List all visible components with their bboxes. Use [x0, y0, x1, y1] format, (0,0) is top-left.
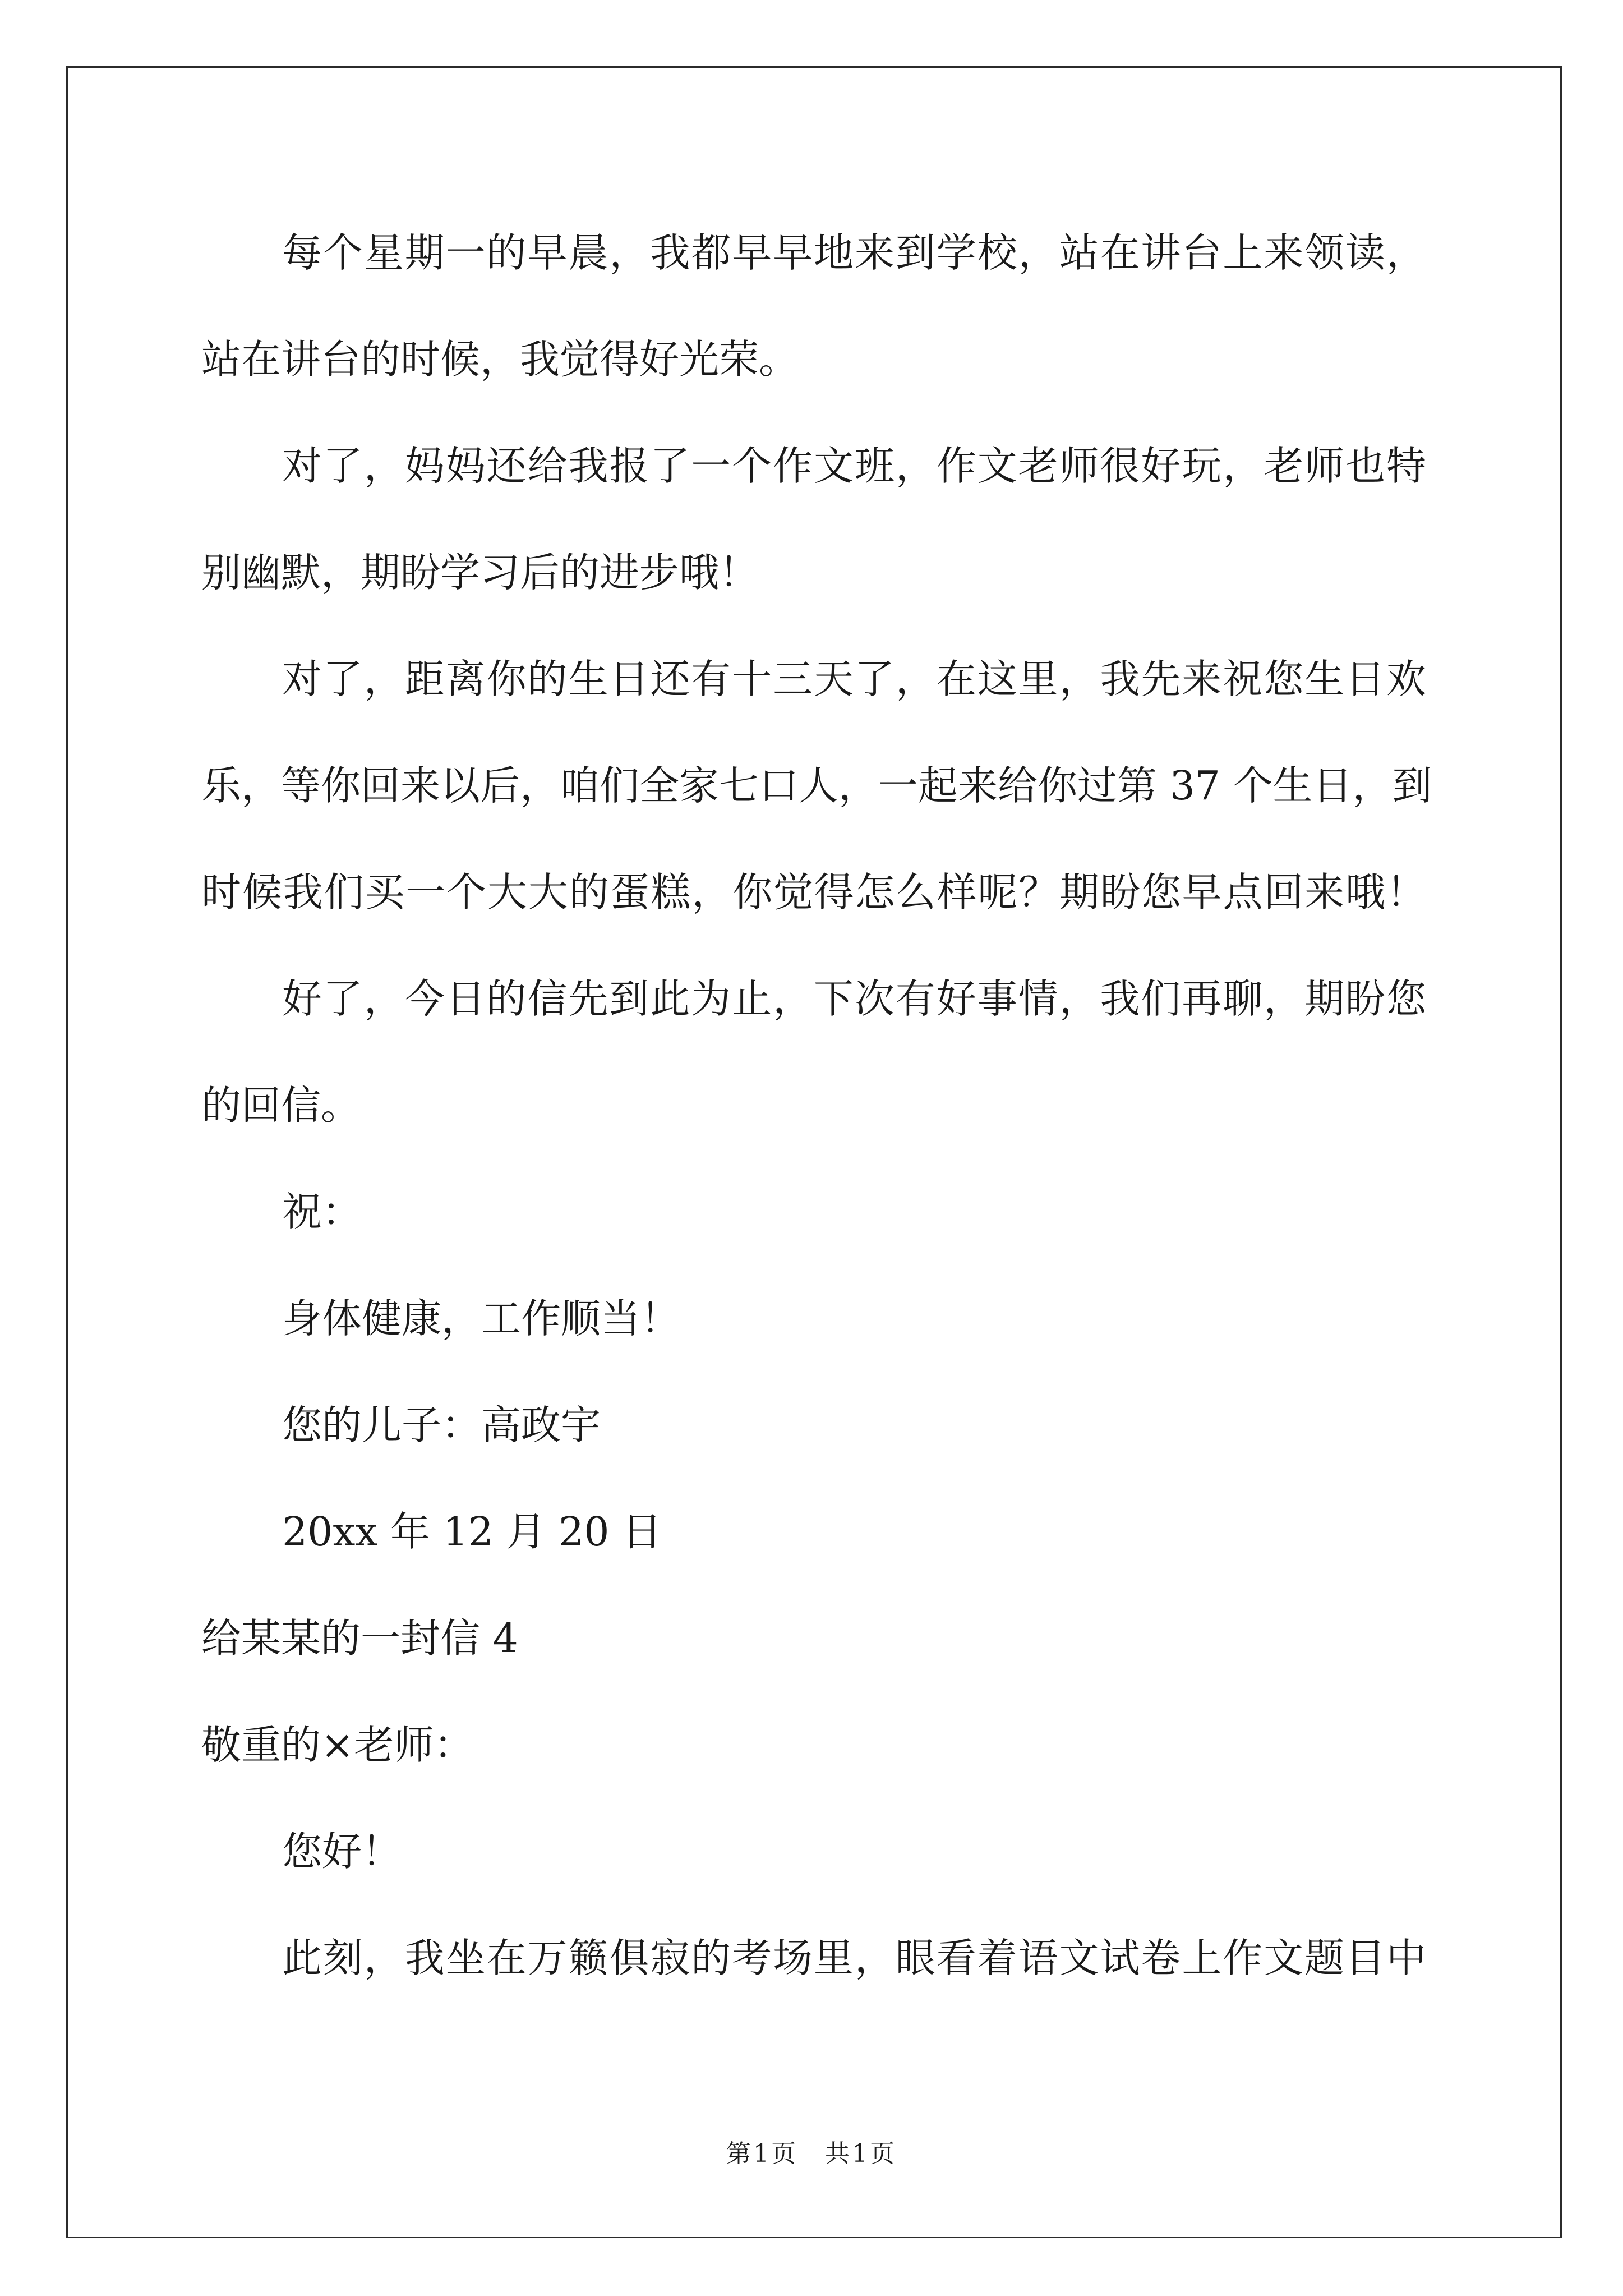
paragraph: [201, 413, 1426, 626]
text-line: 的回信。: [201, 1082, 361, 1129]
letter-body: [201, 200, 1432, 2012]
paragraph: [201, 946, 1426, 1159]
salutation: 敬重的×老师：: [201, 1722, 474, 1768]
text-line: 好了，今日的信先到此为止，下次有好事情，我们再聊，期盼您: [282, 976, 1426, 1022]
text-line: 站在讲台的时候，我觉得好光荣。: [201, 336, 799, 383]
text-line: 此刻，我坐在万籁俱寂的考场里，眼看着语文试卷上作文题目中: [282, 1935, 1426, 1981]
closing-wish: 身体健康，工作顺当！: [282, 1295, 681, 1342]
letter-date: 20xx 年 12 月 20 日: [282, 1508, 662, 1555]
greeting: 您好！: [282, 1828, 402, 1875]
page-indicator: 第1页 共1页: [726, 2139, 897, 2168]
page-footer: [0, 2138, 1623, 2170]
paragraph: [201, 200, 1426, 413]
paragraph: [201, 1905, 1426, 2012]
text-line: 别幽默，期盼学习后的进步哦！: [201, 549, 759, 596]
paragraph: [201, 626, 1432, 946]
text-line: 对了，妈妈还给我报了一个作文班，作文老师很好玩，老师也特: [282, 443, 1426, 489]
signature: 您的儿子：高政宇: [282, 1402, 601, 1448]
text-line: 每个星期一的早晨，我都早早地来到学校，站在讲台上来领读，: [282, 229, 1426, 276]
text-line: 对了，距离你的生日还有十三天了，在这里，我先来祝您生日欢: [282, 656, 1426, 702]
closing-wish-intro: 祝：: [282, 1189, 362, 1235]
section-title: 给某某的一封信 4: [201, 1615, 518, 1662]
text-line: 乐，等你回来以后，咱们全家七口人，一起来给你过第 37 个生日，到: [201, 762, 1432, 809]
text-line: 时候我们买一个大大的蛋糕，你觉得怎么样呢？期盼您早点回来哦！: [201, 869, 1426, 915]
